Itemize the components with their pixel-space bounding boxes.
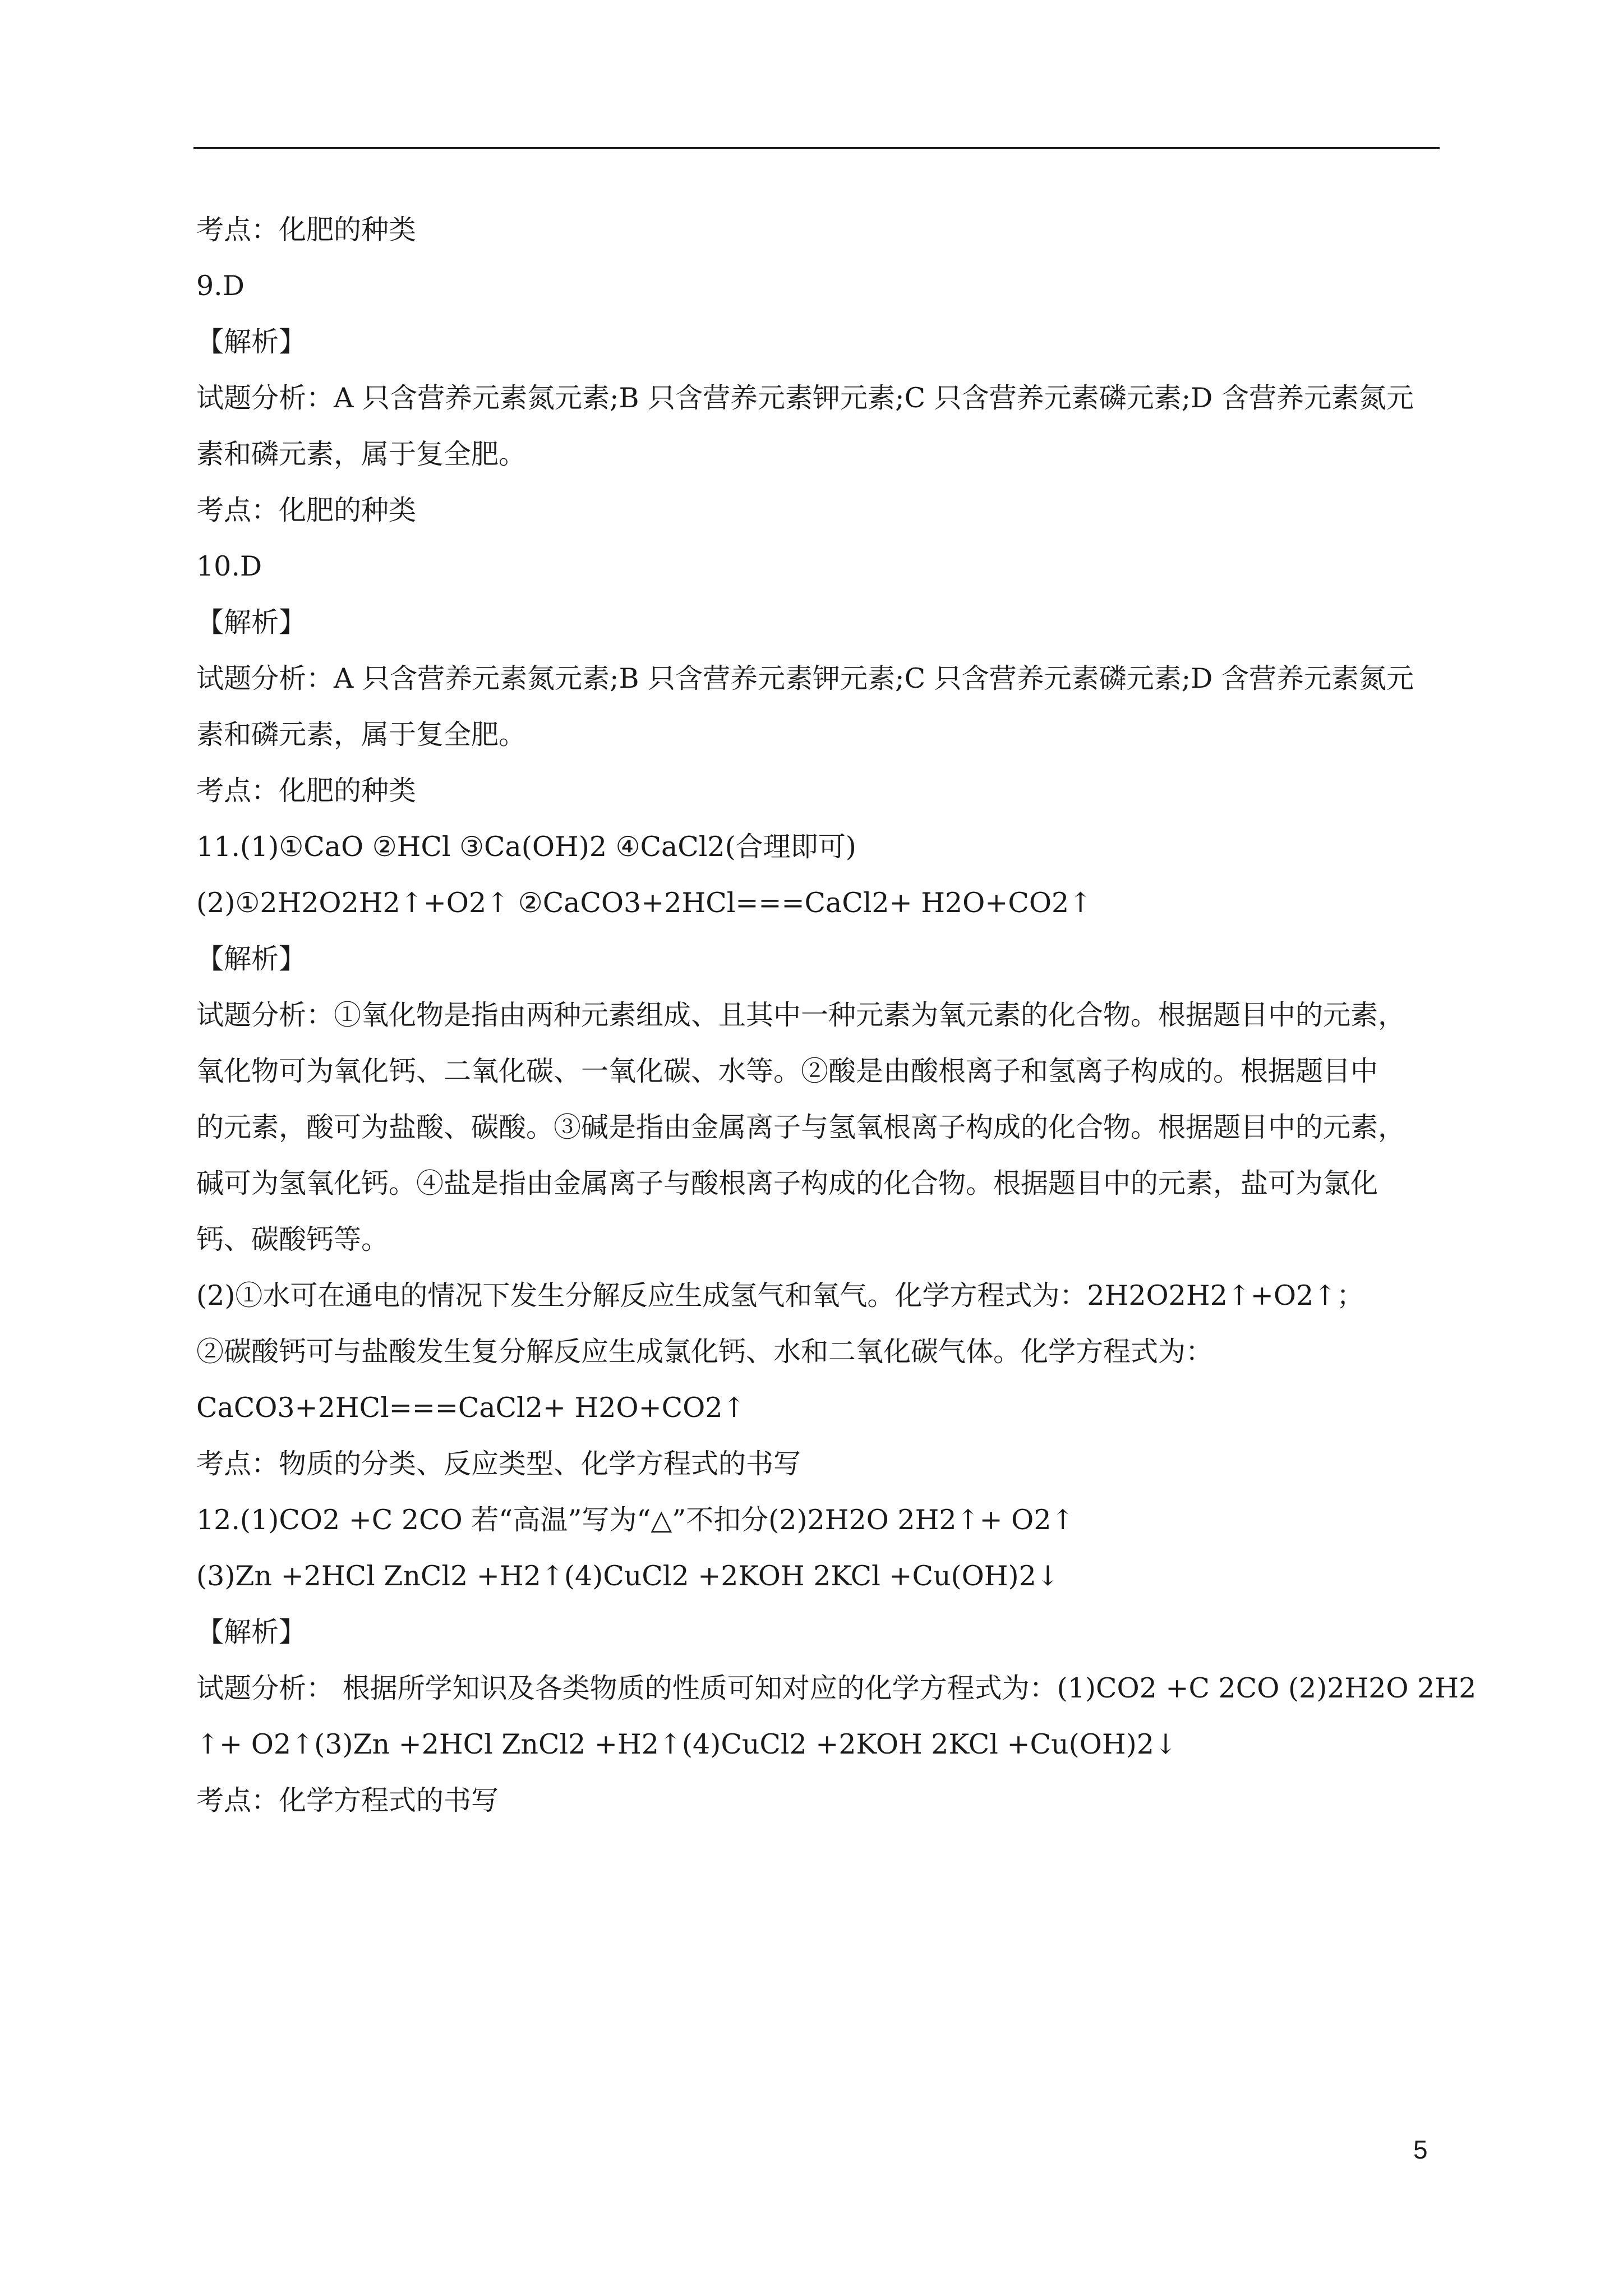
- text-line: (3)Zn +2HCl ZnCl2 +H2↑(4)CuCl2 +2KOH 2KCl +Cu(OH)2↓: [196, 1560, 1059, 1592]
- header-rule: [193, 147, 1440, 149]
- text-line: 素和磷元素，属于复全肥。: [196, 438, 527, 470]
- answer-number: 10.D: [196, 550, 262, 582]
- text-line: 考点：化肥的种类: [196, 214, 417, 246]
- section-heading: 【解析】: [196, 943, 307, 975]
- text-line: 考点：化学方程式的书写: [196, 1784, 499, 1816]
- answer-number: 12.(1)CO2 +C 2CO 若“高温”写为“△”不扣分(2)2H2O 2H2↑+ O2↑: [196, 1504, 1075, 1536]
- text-line: 氧化物可为氧化钙、二氧化碳、一氧化碳、水等。②酸是由酸根离子和氢离子构成的。根据题目中: [196, 1055, 1378, 1087]
- page-number: 5: [1413, 2135, 1428, 2164]
- document-body: [196, 202, 1477, 1829]
- text-line: 试题分析：A 只含营养元素氮元素;B 只含营养元素钾元素;C 只含营养元素磷元素;D 含营养元素氮元: [196, 662, 1414, 694]
- text-line: 试题分析：A 只含营养元素氮元素;B 只含营养元素钾元素;C 只含营养元素磷元素;D 含营养元素氮元: [196, 382, 1414, 414]
- section-heading: 【解析】: [196, 1616, 307, 1648]
- text-line: CaCO3+2HCl===CaCl2+ H2O+CO2↑: [196, 1392, 746, 1424]
- text-line: 试题分析：①氧化物是指由两种元素组成、且其中一种元素为氧元素的化合物。根据题目中的元素，: [196, 999, 1406, 1031]
- answer-number: 9.D: [196, 270, 245, 302]
- answer-number: 11.(1)①CaO ②HCl ③Ca(OH)2 ④CaCl2(合理即可): [196, 831, 856, 863]
- text-line: (2)①2H2O2H2↑+O2↑ ②CaCO3+2HCl===CaCl2+ H2O+CO2↑: [196, 887, 1092, 919]
- text-line: 素和磷元素，属于复全肥。: [196, 719, 527, 751]
- text-line: 试题分析： 根据所学知识及各类物质的性质可知对应的化学方程式为：(1)CO2 +C 2CO (2)2H2O 2H2: [196, 1672, 1477, 1704]
- text-line: ②碳酸钙可与盐酸发生复分解反应生成氯化钙、水和二氧化碳气体。化学方程式为：: [196, 1336, 1214, 1368]
- text-line: 考点：化肥的种类: [196, 775, 417, 807]
- text-line: 考点：物质的分类、反应类型、化学方程式的书写: [196, 1448, 801, 1480]
- text-line: 考点：化肥的种类: [196, 494, 417, 526]
- section-heading: 【解析】: [196, 606, 307, 638]
- text-line: 钙、碳酸钙等。: [196, 1223, 389, 1255]
- text-line: 碱可为氢氧化钙。④盐是指由金属离子与酸根离子构成的化合物。根据题目中的元素，盐可为氯化: [196, 1167, 1378, 1199]
- section-heading: 【解析】: [196, 326, 307, 358]
- text-line: ↑+ O2↑(3)Zn +2HCl ZnCl2 +H2↑(4)CuCl2 +2KOH 2KCl +Cu(OH)2↓: [196, 1728, 1177, 1760]
- text-line: (2)①水可在通电的情况下发生分解反应生成氢气和氧气。化学方程式为：2H2O2H2↑+O2↑；: [196, 1280, 1364, 1312]
- text-line: 的元素，酸可为盐酸、碳酸。③碱是指由金属离子与氢氧根离子构成的化合物。根据题目中的元素，: [196, 1111, 1406, 1143]
